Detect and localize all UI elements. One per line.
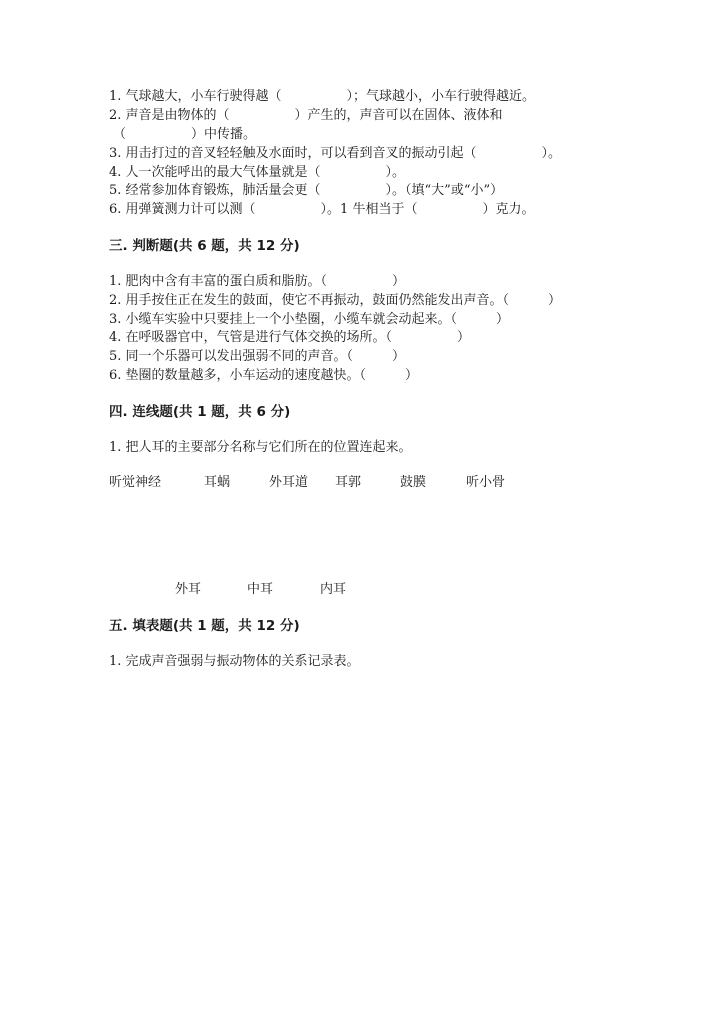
judge-q4: 4. 在呼吸器官中，气管是进行气体交换的场所。（ ） xyxy=(109,330,471,345)
judge-q2: 2. 用手按住正在发生的鼓面，使它不再振动，鼓面仍然能发出声音。（ ） xyxy=(109,293,562,308)
fill-blank-q1: 1. 气球越大，小车行驶得越（ ）；气球越小，小车行驶得越近。 xyxy=(109,89,536,104)
match-word-cochlea: 耳蜗 xyxy=(204,475,231,490)
match-word-inner-ear: 内耳 xyxy=(320,582,347,597)
fill-blank-q4: 4. 人一次能呼出的最大气体量就是（ ）。 xyxy=(109,165,406,180)
section-table-title: 五. 填表题(共 1 题，共 12 分) xyxy=(109,618,300,634)
fill-blank-q2-continued: （ ）中传播。 xyxy=(113,127,257,142)
judge-q6: 6. 垫圈的数量越多，小车运动的速度越快。（ ） xyxy=(109,368,419,383)
match-word-outer-ear: 外耳 xyxy=(175,582,202,597)
judge-q1: 1. 肥肉中含有丰富的蛋白质和脂肪。（ ） xyxy=(109,274,406,289)
fill-blank-q3: 3. 用击打过的音叉轻轻触及水面时，可以看到音叉的振动引起（ ）。 xyxy=(109,146,562,161)
match-word-ear-canal: 外耳道 xyxy=(269,475,309,490)
match-question: 1. 把人耳的主要部分名称与它们所在的位置连起来。 xyxy=(109,440,412,455)
match-word-ossicles: 听小骨 xyxy=(466,475,506,490)
judge-q3: 3. 小缆车实验中只要挂上一个小垫圈，小缆车就会动起来。（ ） xyxy=(109,312,510,327)
fill-blank-q5: 5. 经常参加体育锻炼，肺活量会更（ ）。（填“大”或“小”） xyxy=(109,183,504,198)
fill-blank-q2: 2. 声音是由物体的（ ）产生的，声音可以在固体、液体和 xyxy=(109,108,503,123)
table-question: 1. 完成声音强弱与振动物体的关系记录表。 xyxy=(109,654,360,669)
match-word-auditory-nerve: 听觉神经 xyxy=(109,475,162,490)
match-word-eardrum: 鼓膜 xyxy=(400,475,427,490)
section-judge-title: 三. 判断题(共 6 题，共 12 分) xyxy=(109,238,300,254)
judge-q5: 5. 同一个乐器可以发出强弱不同的声音。（ ） xyxy=(109,349,406,364)
match-word-middle-ear: 中耳 xyxy=(247,582,274,597)
section-match-title: 四. 连线题(共 1 题，共 6 分) xyxy=(109,404,291,420)
match-word-auricle: 耳郭 xyxy=(335,475,362,490)
fill-blank-q6: 6. 用弹簧测力计可以测（ ）。1 牛相当于（ ）克力。 xyxy=(109,202,535,217)
